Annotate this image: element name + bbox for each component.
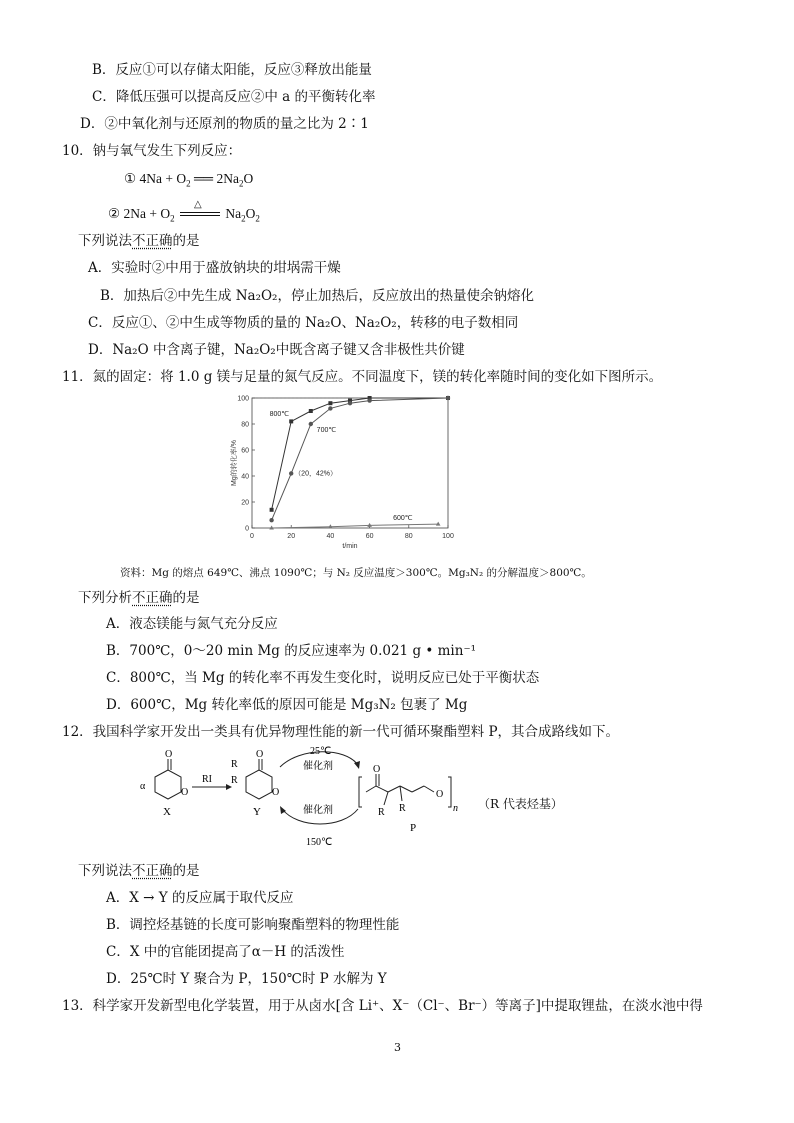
q9-option-c: C．降低压强可以提高反应②中 a 的平衡转化率 xyxy=(92,89,376,105)
r-note: （R 代表烃基） xyxy=(478,797,563,811)
series-point-600 xyxy=(436,522,441,526)
q11-option-c: C．800℃，当 Mg 的转化率不再发生变化时，说明反应已处于平衡状态 xyxy=(106,670,540,686)
q12-option-d: D．25℃时 Y 聚合为 P，150℃时 P 水解为 Y xyxy=(106,971,387,987)
y-tick-label: 60 xyxy=(241,447,249,455)
x-tick-label: 60 xyxy=(365,533,374,540)
label-p: P xyxy=(410,822,417,834)
x-carbonyl-o: O xyxy=(165,749,173,760)
series-point-700 xyxy=(328,406,332,410)
y-r1: R xyxy=(231,759,238,770)
q11-prompt: 下列分析不正确的是 xyxy=(78,590,200,606)
series-point-800 xyxy=(328,401,332,405)
synthesis-scheme xyxy=(130,745,470,850)
chart-svg xyxy=(226,390,468,566)
scheme-svg xyxy=(130,745,470,850)
y-tick-label: 20 xyxy=(241,499,249,507)
x-tick-label: 40 xyxy=(326,533,335,540)
series-point-800 xyxy=(270,508,274,512)
q10-equation-1: ① $4Na + O_2$ ══ $2Na_2O$ xyxy=(124,171,254,189)
q10-option-d: D．Na₂O 中含离子键，Na₂O₂中既含离子键又含非极性共价键 xyxy=(88,342,465,358)
q10-equation-2: ② $2Na + O_2$ △ $Na_2O_2$ xyxy=(108,198,260,224)
x-axis-label: t/min xyxy=(342,543,358,550)
q13-stem: 13．科学家开发新型电化学装置，用于从卤水[含 Li⁺、X⁻（Cl⁻、Br⁻）等离子]中提取锂盐，在淡水池中得 xyxy=(62,998,703,1014)
q10-option-a: A．实验时②中用于盛放钠块的坩埚需干燥 xyxy=(88,260,341,276)
annotation-label: （20，42%） xyxy=(294,470,337,478)
y-tick-label: 100 xyxy=(237,395,249,403)
series-label-600: 600℃ xyxy=(393,515,413,523)
y-ring-o: O xyxy=(272,787,280,798)
series-point-700 xyxy=(348,401,352,405)
q11-option-a: A．液态镁能与氮气充分反应 xyxy=(106,616,278,632)
page-number: 3 xyxy=(394,1041,401,1054)
y-tick-label: 0 xyxy=(245,525,249,533)
series-point-800 xyxy=(289,419,293,423)
q11-option-d: D．600℃，Mg 转化率低的原因可能是 Mg₃N₂ 包裹了 Mg xyxy=(106,697,468,713)
series-label-700: 700℃ xyxy=(316,426,337,434)
heating-equals-sign: △ xyxy=(178,208,222,222)
x-tick-label: 100 xyxy=(442,533,454,540)
q10-option-c: C．反应①、②中生成等物质的量的 Na₂O、Na₂O₂，转移的电子数相同 xyxy=(88,315,519,331)
y-tick-label: 40 xyxy=(241,473,249,481)
y-axis-label: Mg的转化率/% xyxy=(231,440,238,486)
series-point-700 xyxy=(446,396,450,400)
q9-option-b: B．反应①可以存储太阳能，反应③释放出能量 xyxy=(92,62,372,78)
bottom-catalyst: 催化剂 xyxy=(303,805,333,816)
label-x: X xyxy=(163,806,171,818)
series-point-700 xyxy=(309,422,313,426)
series-point-700 xyxy=(367,398,371,402)
x-tick-label: 20 xyxy=(287,533,296,540)
series-line-1 xyxy=(269,398,448,523)
q10-option-b: B．加热后②中先生成 Na₂O₂，停止加热后，反应放出的热量使余钠熔化 xyxy=(100,288,534,304)
q12-stem: 12．我国科学家开发出一类具有优异物理性能的新一代可循环聚酯塑料 P，其合成路线如下。 xyxy=(62,724,620,740)
molecule-x xyxy=(155,759,181,799)
x-tick-label: 80 xyxy=(404,533,413,540)
q10-prompt: 下列说法不正确的是 xyxy=(78,233,200,249)
y-carbonyl-o: O xyxy=(256,749,264,760)
p-r2: R xyxy=(399,803,406,814)
q11-stem: 11．氮的固定：将 1.0 g 镁与足量的氮气反应。不同温度下，镁的转化率随时间的变化如下图所示。 xyxy=(62,369,663,385)
bottom-temp: 150℃ xyxy=(306,837,333,848)
reagent-ri: RI xyxy=(202,774,212,785)
series-label-800: 800℃ xyxy=(269,411,290,419)
series-line-0 xyxy=(269,398,448,510)
q10-stem: 10．钠与氧气发生下列反应： xyxy=(62,143,242,159)
q11-caption: 资料：Mg 的熔点 649℃、沸点 1090℃；与 N₂ 反应温度＞300℃。Mg₃N₂ 的分解温度＞800℃。 xyxy=(120,567,592,579)
p-carbonyl-o: O xyxy=(373,764,381,775)
alpha-label: α xyxy=(140,781,146,792)
q9-option-d: D．②中氧化剂与还原剂的物质的量之比为 2∶1 xyxy=(80,116,369,132)
top-temp: 25℃ xyxy=(310,746,332,757)
q12-option-a: A．X → Y 的反应属于取代反应 xyxy=(106,890,294,906)
p-r1: R xyxy=(378,807,385,818)
series-point-800 xyxy=(309,409,313,413)
series-line-2 xyxy=(272,524,439,528)
x-tick-label: 0 xyxy=(250,533,254,540)
p-ester-o: O xyxy=(436,789,444,800)
label-y: Y xyxy=(253,806,261,818)
y-r2: R xyxy=(231,775,238,786)
q12-prompt: 下列说法不正确的是 xyxy=(78,863,200,879)
q11-option-b: B．700℃，0～20 min Mg 的反应速率为 0.021 g • min⁻¹ xyxy=(106,643,476,659)
x-ring-o: O xyxy=(181,787,189,798)
series-point-700 xyxy=(269,518,273,522)
q12-option-b: B．调控烃基链的长度可影响聚酯塑料的物理性能 xyxy=(106,917,400,933)
y-tick-label: 80 xyxy=(241,421,249,429)
top-catalyst: 催化剂 xyxy=(303,761,333,772)
q12-option-c: C．X 中的官能团提高了α－H 的活泼性 xyxy=(106,944,345,960)
conversion-chart xyxy=(226,390,468,566)
molecule-y xyxy=(246,759,272,799)
p-subscript-n: n xyxy=(453,803,458,814)
series-point-700 xyxy=(289,471,293,475)
